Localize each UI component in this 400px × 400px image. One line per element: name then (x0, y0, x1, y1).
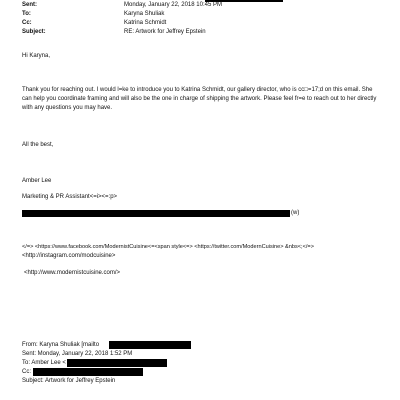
signature-title: Marketing & PR Assistant<=i><=:p> (22, 194, 118, 200)
quoted-sent: Sent: Monday, January 22, 2018 1:52 PM (22, 351, 133, 357)
quoted-cc: Cc: (22, 369, 31, 375)
sent-label: Sent: (22, 2, 37, 8)
subject-value: RE: Artwork for Jeffrey Epstein (124, 29, 206, 35)
quoted-to: To: Amber Lee < (22, 360, 66, 366)
sent-value: Monday, January 22, 2018 10:45 PM (124, 2, 222, 8)
quoted-from: From: Karyna Shuliak [mailto (22, 342, 100, 348)
greeting: Hi Karyna, (22, 53, 51, 59)
subject-label: Subject: (22, 29, 46, 35)
cc-label: Cc: (22, 20, 32, 26)
social-links-line: </=> <https://www.facebook.com/ModernistCuisine<=<span style<=> <https://twitter.com/ModernCuisine> &nbs<;</=> (22, 244, 314, 250)
redaction-bar-contact (22, 210, 290, 217)
closing: All the best, (22, 142, 54, 148)
redacted-line-suffix: (w) (291, 210, 300, 216)
to-label: To: (22, 11, 31, 17)
cc-value: Katrina Schmidt (124, 20, 167, 26)
website-link: <http://www.modernistcuisine.com/> (24, 270, 121, 276)
to-value: Karyna Shuliak (124, 11, 165, 17)
body-paragraph: Thank you for reaching out. I would l=ke to introduce you to Katrina Schmidt, our gallery director, who is cc□=17;d on this email. She can help you coordinate framing and will also be the one in charge of shipping the artwork. Please feel fr=e to reach out to her directly with any questions you may have. (22, 87, 377, 111)
redaction-bar-cc (33, 368, 143, 376)
redaction-bar-from (109, 341, 191, 349)
quoted-subject: Subject: Artwork for Jeffrey Epstein (22, 378, 116, 384)
instagram-link: <http://instagram.com/modcuisine> (22, 253, 116, 259)
redaction-bar-to (67, 359, 167, 367)
signature-name: Amber Lee (22, 178, 52, 184)
